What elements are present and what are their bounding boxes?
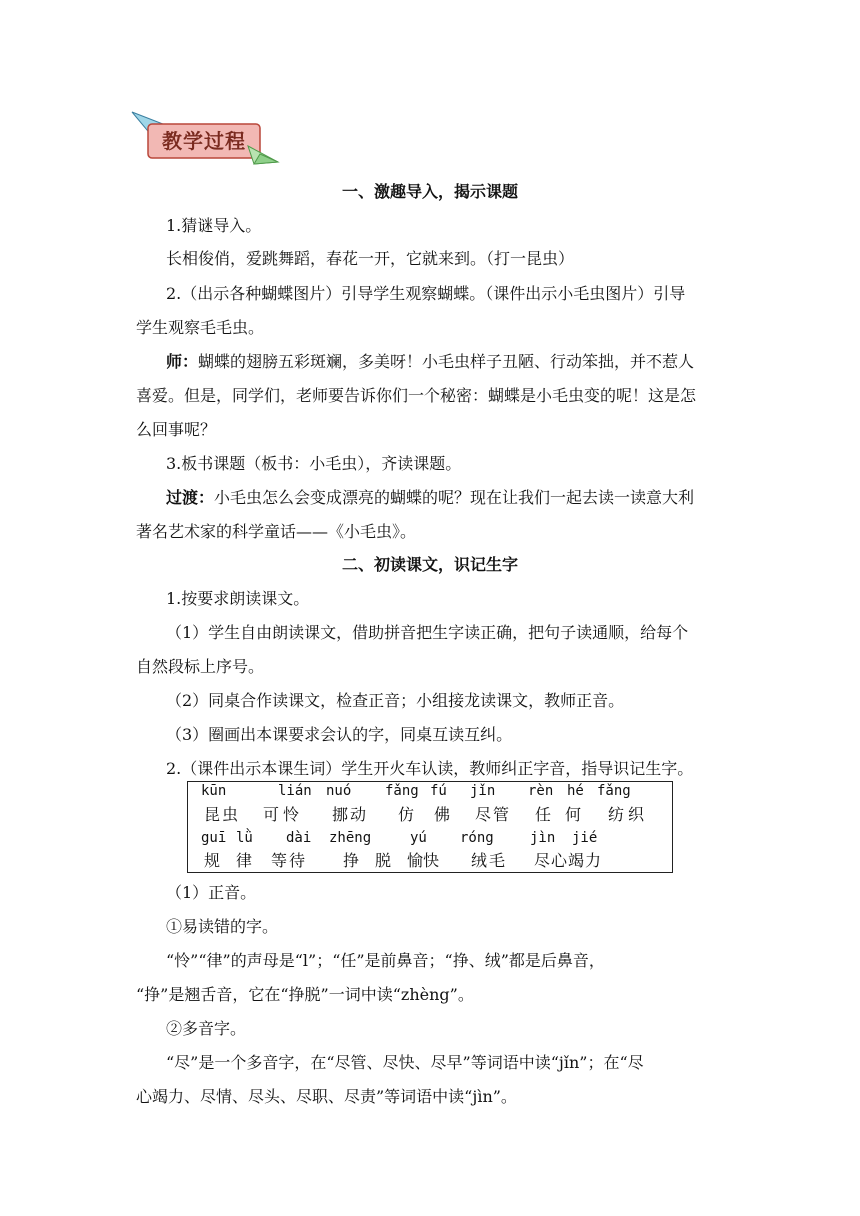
vocab-word: 挪动 <box>332 805 369 824</box>
pinyin: hé <box>567 783 584 799</box>
vocab-word: 仿 <box>398 805 415 824</box>
pinyin: lián <box>278 783 312 799</box>
paragraph-line: 喜爱。但是，同学们，老师要告诉你们一个秘密：蝴蝶是小毛虫变的呢！这是怎 <box>136 386 697 405</box>
vocab-word: 律 <box>236 851 253 870</box>
paragraph-line: 3.板书课题（板书：小毛虫），齐读课题。 <box>166 454 462 473</box>
paragraph-line: ②多音字。 <box>166 1019 247 1038</box>
vocab-word: 可怜 <box>263 805 304 824</box>
pinyin: kūn <box>201 783 227 799</box>
vocab-word: 纺织 <box>608 805 649 824</box>
riddle-line: 长相俊俏，爱跳舞蹈，春花一开，它就来到。（打一昆虫） <box>166 249 575 268</box>
paragraph-line: “挣”是翘舌音，它在“挣脱”一词中读“zhèng”。 <box>136 985 474 1004</box>
pinyin: yú <box>410 830 427 846</box>
paragraph-line: 1.按要求朗读课文。 <box>166 589 310 608</box>
speaker-label: 师： <box>166 352 199 371</box>
vocab-word: 任 <box>535 805 552 824</box>
pinyin: róng <box>460 830 494 846</box>
vocab-word: 昆虫 <box>204 805 241 824</box>
vocab-word: 愉快 <box>407 851 440 870</box>
paragraph-line: 著名艺术家的科学童话——《小毛虫》。 <box>136 522 417 541</box>
pinyin: jǐn <box>470 783 496 799</box>
pinyin: fǎng <box>597 783 631 799</box>
paragraph-line: （1）正音。 <box>166 883 257 902</box>
section-badge <box>130 106 280 168</box>
pinyin: nuó <box>326 783 352 799</box>
speaker-text: 小毛虫怎么会变成漂亮的蝴蝶的呢？现在让我们一起去读一读意大利 <box>214 488 695 507</box>
vocab-word: 何 <box>565 805 582 824</box>
transition-line <box>166 485 694 508</box>
paragraph-line: 自然段标上序号。 <box>136 657 265 676</box>
vocabulary-box <box>187 781 673 873</box>
badge-label: 教学过程 <box>162 129 246 153</box>
vocab-word: 规 <box>204 851 221 870</box>
pinyin: guī <box>201 830 227 846</box>
vocab-word: 挣 <box>343 851 360 870</box>
vocab-word: 等待 <box>271 851 308 870</box>
pinyin: fǎng <box>385 783 419 799</box>
paragraph-line: 1.猜谜导入。 <box>166 216 262 235</box>
speaker-text: 蝴蝶的翅膀五彩斑斓，多美呀！小毛虫样子丑陋、行动笨拙，并不惹人 <box>198 352 695 371</box>
paragraph-line: 心竭力、尽情、尽头、尽职、尽责”等词语中读“jìn”。 <box>136 1087 517 1106</box>
pinyin: dài <box>286 830 312 846</box>
section-heading-1: 一、激趣导入，揭示课题 <box>341 182 518 201</box>
paragraph-line: “怜”“律”的声母是“l”；“任”是前鼻音；“挣、绒”都是后鼻音， <box>166 951 605 970</box>
paragraph-line: （2）同桌合作读课文，检查正音；小组接龙读课文，教师正音。 <box>166 691 625 710</box>
paragraph-line: 2.（课件出示本课生词）学生开火车认读，教师纠正字音，指导识记生字。 <box>166 759 694 778</box>
paragraph-line: “尽”是一个多音字，在“尽管、尽快、尽早”等词语中读“jǐn”；在“尽 <box>166 1053 644 1072</box>
paragraph-line: （3）圈画出本课要求会认的字，同桌互读互纠。 <box>166 725 513 744</box>
vocab-word: 脱 <box>375 851 392 870</box>
pinyin: jié <box>572 830 598 846</box>
vocab-word: 尽心竭力 <box>534 851 603 870</box>
speaker-label: 过渡： <box>166 488 215 507</box>
pinyin: rèn <box>528 783 554 799</box>
pinyin: zhēng <box>329 830 372 846</box>
teacher-line <box>166 349 694 372</box>
paragraph-line: （1）学生自由朗读课文，借助拼音把生字读正确，把句子读通顺，给每个 <box>166 623 689 642</box>
vocab-word: 尽管 <box>475 805 512 824</box>
pinyin: fú <box>430 783 447 799</box>
pinyin: lǜ <box>236 830 253 846</box>
paragraph-line: 学生观察毛毛虫。 <box>136 318 265 337</box>
pinyin: jìn <box>530 830 556 846</box>
vocab-word: 佛 <box>434 805 451 824</box>
vocab-word: 绒毛 <box>471 851 508 870</box>
section-heading-2: 二、初读课文，识记生字 <box>341 555 518 574</box>
paragraph-line: ①易读错的字。 <box>166 917 279 936</box>
paragraph-line: 么回事呢？ <box>136 420 217 439</box>
paragraph-line: 2.（出示各种蝴蝶图片）引导学生观察蝴蝶。（课件出示小毛虫图片）引导 <box>166 284 686 303</box>
